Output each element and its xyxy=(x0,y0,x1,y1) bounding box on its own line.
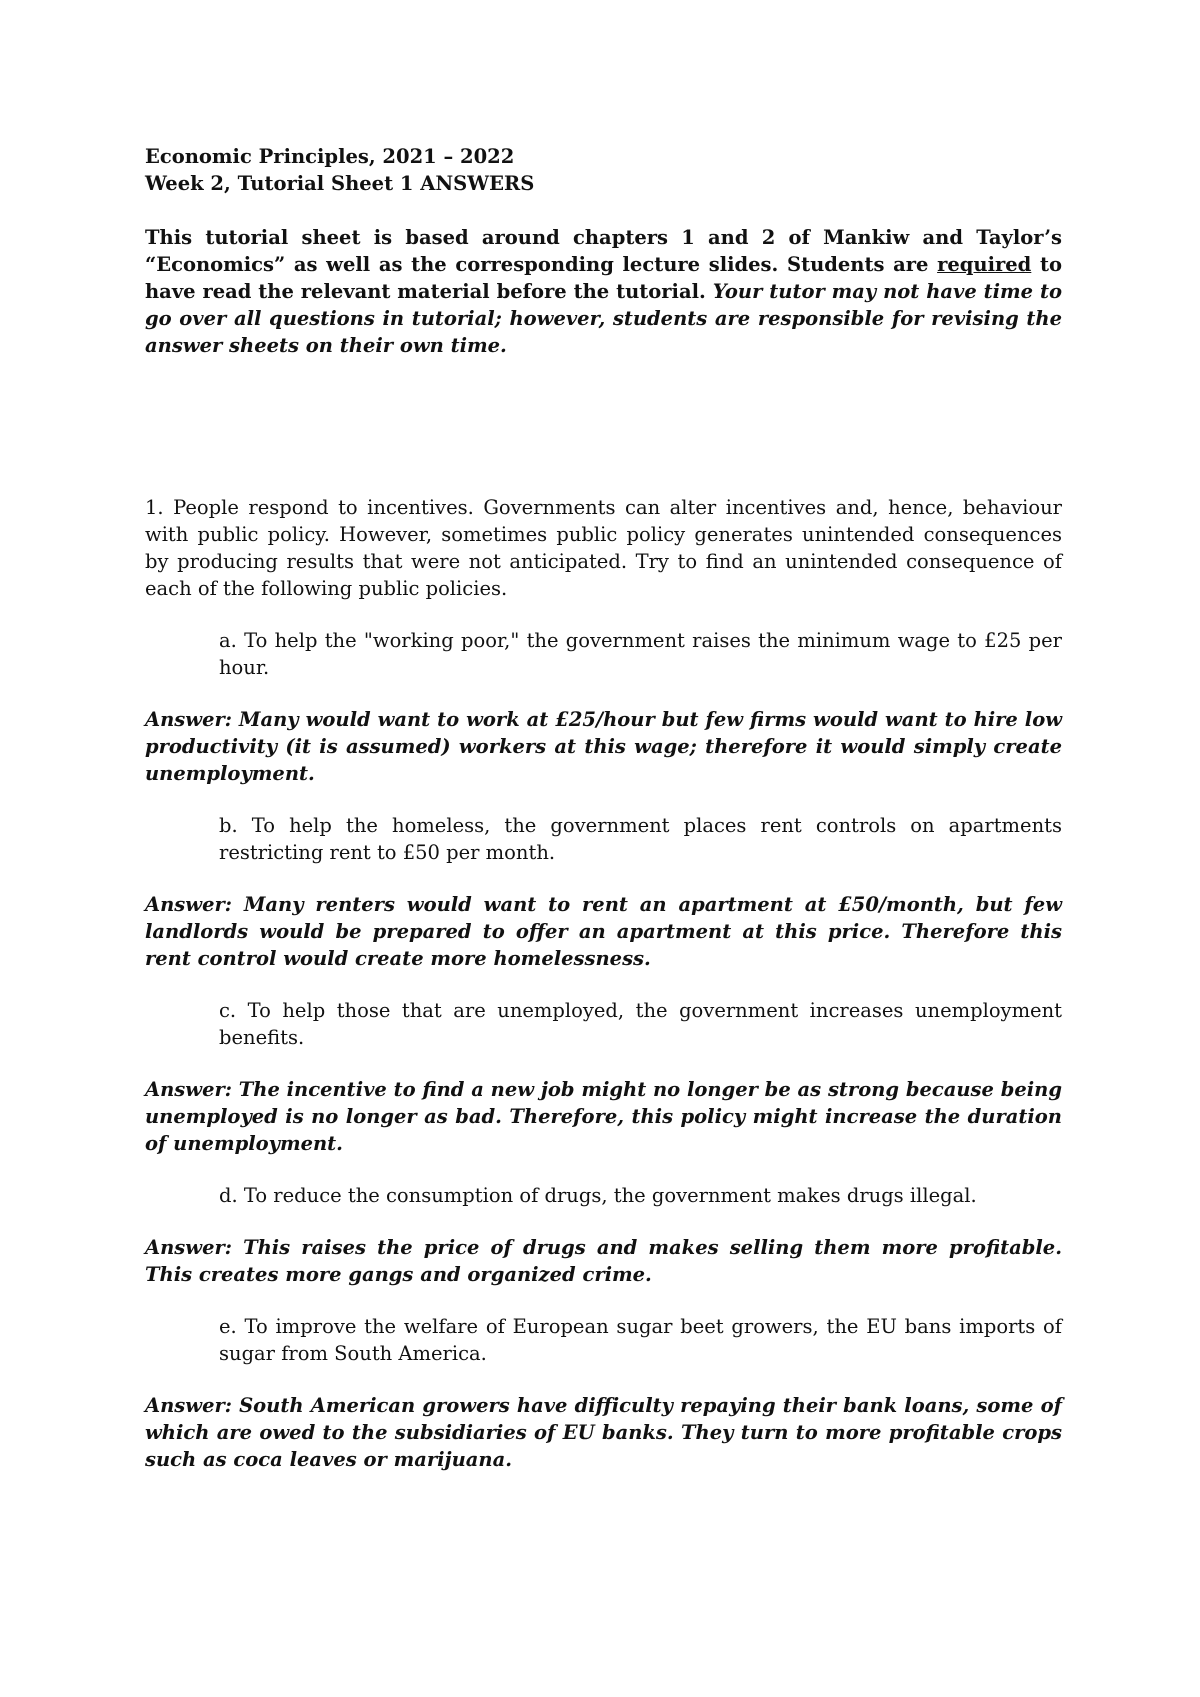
subquestion-a: a. To help the "working poor," the government raises the minimum wage to £25 per hour. xyxy=(219,629,1062,679)
subquestion-e: e. To improve the welfare of European sugar beet growers, the EU bans imports of sugar from South America. xyxy=(219,1315,1062,1365)
question-1-text: 1. People respond to incentives. Governments can alter incentives and, hence, behaviour with public policy. However, sometimes public policy generates unintended consequences by producing results that were not anticipated. Try to find an unintended consequence of each of the following public policies. xyxy=(145,496,1062,600)
intro-text-part1: This tutorial sheet is based around chapters 1 and 2 of Mankiw and Taylor’s “Economics” as well as the corresponding lecture slides. Students are xyxy=(145,226,1062,276)
intro-paragraph xyxy=(145,224,1062,359)
subquestion-b: b. To help the homeless, the government places rent controls on apartments restricting rent to £50 per month. xyxy=(219,814,1062,864)
course-title: Economic Principles, 2021 – 2022 xyxy=(145,145,515,168)
answer-a: Answer: Many would want to work at £25/hour but few firms would want to hire low productivity (it is assumed) workers at this wage; therefore it would simply create unemployment. xyxy=(145,708,1062,785)
document-content xyxy=(145,143,1062,1473)
answer-b: Answer: Many renters would want to rent an apartment at £50/month, but few landlords would be prepared to offer an apartment at this price. Therefore this rent control would create more homelessness. xyxy=(145,893,1062,970)
intro-required: required xyxy=(937,253,1032,276)
subquestion-d: d. To reduce the consumption of drugs, the government makes drugs illegal. xyxy=(219,1184,977,1207)
intro-text-part2: to have read the relevant material before the tutorial. xyxy=(145,253,1062,303)
answer-d: Answer: This raises the price of drugs and makes selling them more profitable. This creates more gangs and organized crime. xyxy=(145,1236,1062,1286)
subquestion-c: c. To help those that are unemployed, the government increases unemployment benefits. xyxy=(219,999,1062,1049)
answer-c: Answer: The incentive to find a new job might no longer be as strong because being unemployed is no longer as bad. Therefore, this policy might increase the duration of unemployment. xyxy=(145,1078,1062,1155)
intro-italic-note: Your tutor may not have time to go over all questions in tutorial; however, students are responsible for revising the answer sheets on their own time. xyxy=(145,280,1062,357)
vertical-spacer xyxy=(145,359,1062,494)
answer-e: Answer: South American growers have difficulty repaying their bank loans, some of which are owed to the subsidiaries of EU banks. They turn to more profitable crops such as coca leaves or marijuana. xyxy=(145,1394,1062,1471)
sheet-title: Week 2, Tutorial Sheet 1 ANSWERS xyxy=(145,172,535,195)
